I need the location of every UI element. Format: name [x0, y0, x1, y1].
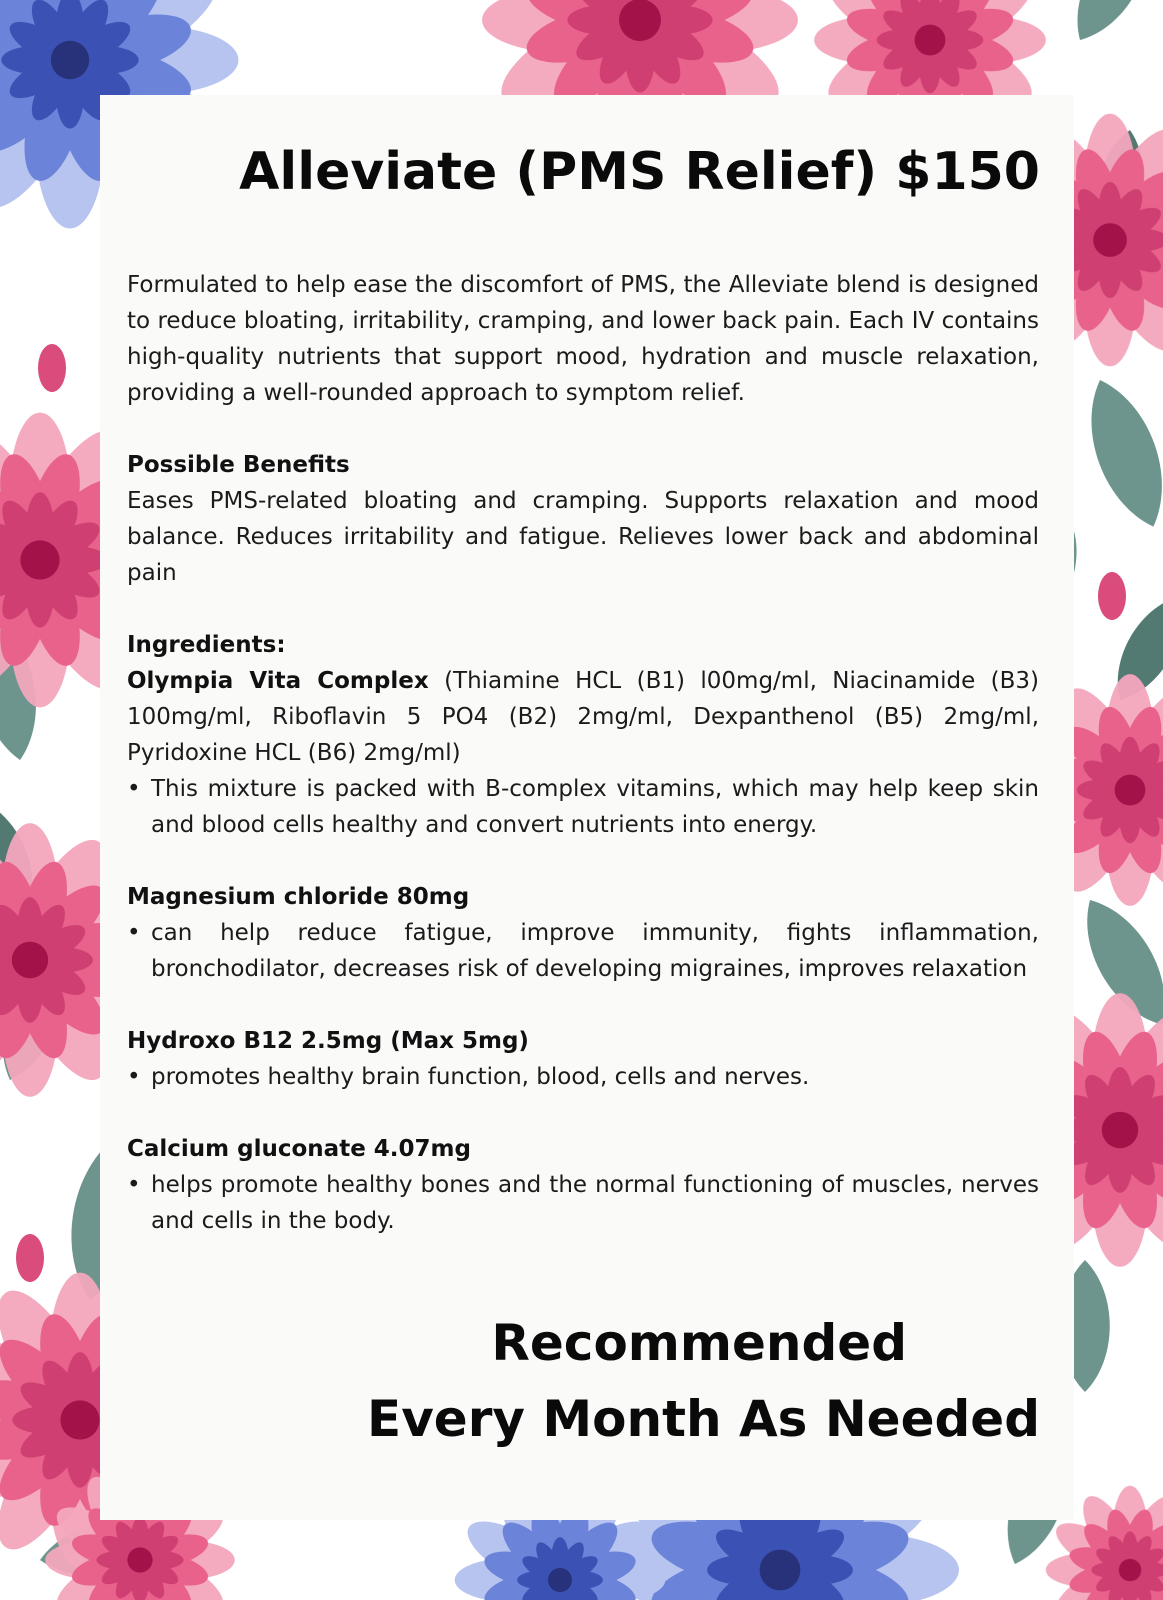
- ingredient-name: Hydroxo B12 2.5mg (Max 5mg): [127, 1028, 529, 1054]
- bullet-text: promotes healthy brain function, blood, cells and nerves.: [151, 1064, 810, 1090]
- bullet-text: helps promote healthy bones and the normal functioning of muscles, nerves and cells in the body.: [151, 1172, 1039, 1234]
- bullet-text: can help reduce fatigue, improve immunity, fights inflammation, bronchodilator, decreases risk of developing migraines, improves relaxation: [151, 920, 1039, 982]
- list-item: [127, 1059, 1039, 1095]
- benefits-text: Eases PMS-related bloating and cramping. Supports relaxation and mood balance. Reduces irritability and fatigue. Relieves lower back and abdominal pain: [127, 488, 1039, 586]
- intro-paragraph: Formulated to help ease the discomfort of PMS, the Alleviate blend is designed to reduce bloating, irritability, cramping, and lower back pain. Each IV contains high-quality nutrients that support mood, hydration and muscle relaxation, providing a well-rounded approach to symptom relief.: [127, 272, 1039, 406]
- benefits-heading: Possible Benefits: [127, 452, 350, 478]
- recommendation-line-2: Every Month As Needed: [367, 1390, 1040, 1448]
- page-title: Alleviate (PMS Relief) $150: [239, 142, 1040, 202]
- ingredient-name: Calcium gluconate 4.07mg: [127, 1136, 471, 1162]
- ingredient-olympia: [127, 663, 1039, 771]
- list-item: [127, 915, 1039, 987]
- recommendation-line-1: Recommended: [491, 1314, 907, 1372]
- bullet-marker: •: [127, 1064, 141, 1090]
- recommendation: [100, 1305, 1040, 1457]
- list-item: [127, 771, 1039, 843]
- ingredient-detail: (Thiamine HCL (B1) l00mg/ml, Niacinamide (B3) 100mg/ml, Riboflavin 5 PO4 (B2) 2mg/ml, Dexpanthenol (B5) 2mg/ml, Pyridoxine HCL (B6) 2mg/ml): [127, 668, 1039, 766]
- list-item: [127, 1167, 1039, 1239]
- content-card: [100, 95, 1074, 1520]
- content-body: [127, 267, 1039, 1239]
- bullet-marker: •: [127, 920, 141, 946]
- bullet-marker: •: [127, 776, 141, 802]
- bullet-marker: •: [127, 1172, 141, 1198]
- ingredients-heading: Ingredients:: [127, 632, 286, 658]
- ingredient-name: Magnesium chloride 80mg: [127, 884, 470, 910]
- bullet-text: This mixture is packed with B-complex vitamins, which may help keep skin and blood cells healthy and convert nutrients into energy.: [151, 776, 1039, 838]
- ingredient-name: Olympia Vita Complex: [127, 668, 429, 694]
